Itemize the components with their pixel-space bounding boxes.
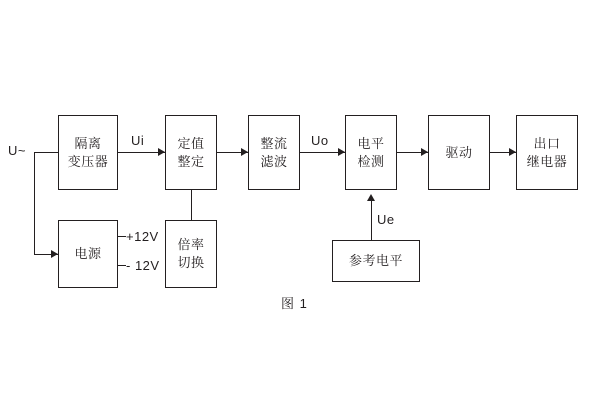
- block-power-supply[interactable]: [58, 220, 118, 288]
- block-setting-adjust-line1: 定值: [177, 135, 205, 151]
- block-rectify-filter[interactable]: [248, 115, 300, 190]
- label-minus-12v: - 12V: [126, 258, 160, 273]
- block-power-supply-line1: 电源: [74, 246, 102, 261]
- label-uo: Uo: [311, 133, 329, 148]
- connector-rectify-to-level-arrow: [338, 148, 345, 156]
- block-driver[interactable]: [428, 115, 490, 190]
- connector-multiplier-to-setting: [191, 190, 192, 220]
- connector-power-plus12: [118, 236, 126, 237]
- block-output-relay-line2: 继电器: [526, 153, 568, 169]
- connector-driver-to-relay-arrow: [509, 148, 516, 156]
- connector-reference-to-level: [371, 200, 372, 240]
- block-multiplier-switch[interactable]: [165, 220, 217, 288]
- input-branch-vertical: [34, 152, 35, 254]
- block-output-relay-line1: 出口: [533, 135, 561, 151]
- block-output-relay[interactable]: [516, 115, 578, 190]
- label-input-u: U~: [8, 143, 26, 158]
- block-reference-level[interactable]: [332, 240, 420, 282]
- power-supply-feed-arrow: [51, 250, 58, 258]
- block-multiplier-switch-line1: 倍率: [177, 237, 205, 252]
- block-level-detect-line1: 电平: [357, 135, 385, 151]
- block-rectify-filter-line1: 整流: [260, 135, 288, 151]
- block-rectify-filter-line2: 滤波: [260, 153, 288, 169]
- block-setting-adjust[interactable]: [165, 115, 217, 190]
- block-multiplier-switch-line2: 切换: [177, 255, 205, 270]
- connector-setting-to-rectify-arrow: [241, 148, 248, 156]
- connector-reference-to-level-arrow: [367, 194, 375, 201]
- connector-power-minus12: [118, 265, 126, 266]
- label-ue: Ue: [377, 212, 395, 227]
- block-setting-adjust-line2: 整定: [177, 153, 205, 169]
- label-plus-12v: +12V: [126, 229, 159, 244]
- figure-caption: 图 1: [281, 296, 308, 311]
- input-feed-line: [34, 152, 58, 153]
- connector-iso-to-setting-arrow: [158, 148, 165, 156]
- block-level-detect-line2: 检测: [357, 153, 385, 169]
- block-driver-line1: 驱动: [445, 144, 473, 160]
- block-isolation-transformer-line1: 隔离: [74, 135, 102, 151]
- block-level-detect[interactable]: [345, 115, 397, 190]
- connector-level-to-driver-arrow: [421, 148, 428, 156]
- block-isolation-transformer-line2: 变压器: [67, 153, 109, 169]
- block-reference-level-line1: 参考电平: [348, 253, 403, 268]
- label-ui: Ui: [131, 133, 145, 148]
- block-isolation-transformer[interactable]: [58, 115, 118, 190]
